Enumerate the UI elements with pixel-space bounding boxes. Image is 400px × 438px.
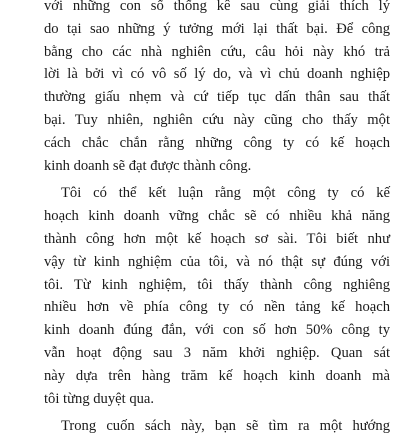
paragraph-2 <box>44 182 390 410</box>
text-line: hoạch kinh doanh vững chắc sẽ có nhiều khả năng <box>44 208 390 225</box>
text-line: nhiều hơn về phía công ty có nền tảng kế hoạch <box>44 299 390 316</box>
text-line: vẫn hoạt động sau 3 năm khởi nghiệp. Quan sát <box>44 344 390 361</box>
text-line: cách chắc chắn rằng những công ty có kế hoạch <box>44 134 390 151</box>
text-line: kinh doanh sẽ đạt được thành công. <box>44 157 252 174</box>
text-line: tôi từng duyệt qua. <box>44 390 155 407</box>
text-line: thành công hơn một kế hoạch sơ sài. Tôi biết như <box>44 230 390 247</box>
text-line: này dựa trên hàng trăm kế hoạch kinh doanh mà <box>44 367 390 384</box>
text-line: do tại sao những ý tưởng mới lại thất bại. Để công <box>44 20 390 37</box>
body-text <box>44 0 390 438</box>
text-line: Tôi có thể kết luận rằng một công ty có kế <box>61 185 390 202</box>
text-line: Trong cuốn sách này, bạn sẽ tìm ra một hướng <box>61 418 390 435</box>
text-line: kinh doanh đúng đắn, với con số hơn 50% công ty <box>44 322 390 339</box>
paragraph-1 <box>44 0 390 177</box>
text-line: tôi. Từ kinh nghiệm, tôi thấy thành công nghiêng <box>44 276 390 293</box>
text-line: bại. Tuy nhiên, nghiên cứu này cũng cho thấy một <box>44 111 390 128</box>
text-line: với những con số thống kê sau cùng giải thích lý <box>44 0 390 14</box>
paragraph-3 <box>44 415 390 438</box>
text-line: vậy từ kinh nghiệm của tôi, và nó thật sự đúng với <box>44 253 390 270</box>
text-line: lời là bởi vì có vô số lý do, và vì chủ doanh nghiệp <box>44 66 390 83</box>
text-line: bằng cho các nhà nghiên cứu, câu hỏi này khó trả <box>44 43 390 60</box>
text-line: thường giấu nhẹm và cứ tiếp tục dấn thân sau thất <box>44 89 390 106</box>
